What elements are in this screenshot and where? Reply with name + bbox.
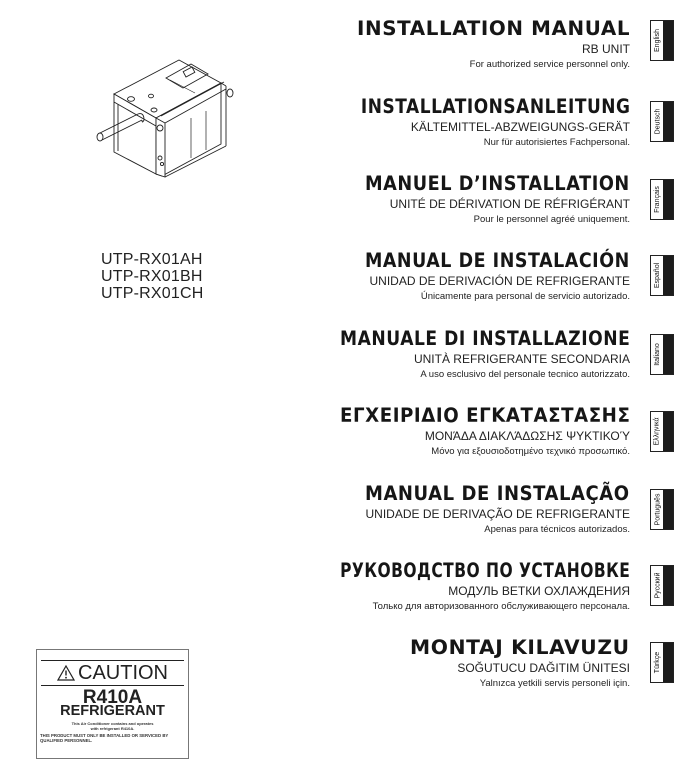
tab-label: Português — [654, 493, 662, 526]
tab-label: Deutsch — [654, 108, 661, 135]
section-title: MANUAL DE INSTALACIÓN — [365, 249, 630, 272]
tab-label: Русский — [654, 572, 662, 599]
language-tab-francais — [650, 179, 674, 220]
tab-label: Ελληνικά — [654, 417, 661, 446]
rb-unit-illustration — [96, 56, 246, 181]
model-number: UTP-RX01BH — [101, 268, 203, 285]
section-title: РУКОВОДСТВО ПО УСТАНОВКЕ — [339, 559, 630, 582]
section-title: MONTAJ KILAVUZU — [410, 636, 630, 659]
info-line: This Air Conditioner contains and operates — [71, 721, 154, 726]
section-subtitle: UNIDAD DE DERIVACIÓN DE REFRIGERANTE — [369, 274, 630, 288]
section-note: Únicamente para personal de servicio autorizado. — [420, 291, 630, 302]
section-turkce — [410, 636, 630, 691]
section-note: For authorized service personnel only. — [469, 59, 630, 70]
caution-heading: CAUTION — [78, 662, 168, 684]
section-francais — [338, 173, 630, 227]
language-tab-russkiy — [650, 565, 674, 606]
refrigerant-code: R410A — [82, 687, 143, 708]
section-note: Μόνο για εξουσιοδοτημένο τεχνικό προσωπικό. — [431, 446, 630, 457]
language-tab-turkce — [650, 642, 674, 683]
section-ellinika — [319, 405, 630, 459]
section-espanol — [334, 250, 630, 304]
refrigerant-info — [37, 721, 188, 731]
section-subtitle: SOĞUTUCU DAĞITIM ÜNITESI — [457, 661, 630, 675]
model-numbers — [101, 251, 203, 302]
language-tab-espanol — [650, 255, 674, 296]
section-note: Pour le personnel agréé uniquement. — [473, 214, 630, 225]
divider — [41, 660, 184, 661]
model-number: UTP-RX01CH — [101, 285, 204, 302]
tab-label: Français — [654, 186, 661, 213]
section-english — [356, 17, 630, 72]
section-note: Nur für autorisiertes Fachpersonal. — [483, 137, 630, 148]
language-tab-deutsch — [650, 101, 674, 142]
tab-label: Italiano — [654, 343, 662, 366]
section-note: Yalnızca yetkili servis personeli için. — [479, 678, 630, 689]
info-line: with refrigerant R410A. — [90, 726, 135, 731]
divider — [41, 685, 184, 686]
section-subtitle: UNITÉ DE DÉRIVATION DE RÉFRIGÉRANT — [389, 197, 630, 211]
warning-triangle-icon — [57, 665, 75, 681]
language-tab-english — [650, 20, 674, 61]
section-subtitle: KÄLTEMITTEL-ABZWEIGUNGS-GERÄT — [410, 120, 630, 134]
section-note: Только для авторизованного обслуживающего персонала. — [372, 601, 630, 612]
section-title: INSTALLATIONSANLEITUNG — [360, 95, 630, 118]
tab-label: Español — [654, 262, 662, 289]
section-title: MANUEL D’INSTALLATION — [365, 172, 630, 195]
section-note: A uso esclusivo del personale tecnico autorizzato. — [420, 369, 630, 380]
section-title: ΕΓΧΕΙΡΙΔΙΟ ΕΓΚΑΤΑΣΤΑΣΗΣ — [339, 404, 630, 427]
language-tab-ellinika — [650, 411, 674, 452]
service-warning: THIS PRODUCT MUST ONLY BE INSTALLED OR SERVICED BY QUALIFIED PERSONNEL. — [40, 733, 169, 743]
refrigerant-word: REFRIGERANT — [60, 703, 165, 719]
language-tab-portugues — [650, 489, 674, 530]
model-number: UTP-RX01AH — [101, 251, 203, 268]
section-subtitle: МОДУЛЬ ВЕТКИ ОХЛАЖДЕНИЯ — [448, 584, 630, 598]
tab-label: English — [654, 29, 661, 52]
section-portugues — [343, 483, 630, 537]
section-subtitle: RB UNIT — [582, 42, 630, 56]
section-subtitle: UNITÀ REFRIGERANTE SECONDARIA — [413, 352, 630, 366]
language-tab-italiano — [650, 334, 674, 375]
section-deutsch — [321, 96, 631, 150]
tab-label: Türkçe — [654, 651, 661, 674]
section-subtitle: UNIDADE DE DERIVAÇÃO DE REFRIGERANTE — [365, 507, 630, 521]
section-title: MANUAL DE INSTALAÇÃO — [365, 482, 630, 505]
section-note: Apenas para técnicos autorizados. — [484, 524, 630, 535]
section-italiano — [300, 328, 630, 382]
section-subtitle: ΜΟΝΆΔΑ ΔΙΑΚΛΆΔΩΣΗΣ ΨΥΚΤΙΚΟΎ — [424, 429, 630, 443]
section-title: INSTALLATION MANUAL — [356, 17, 630, 40]
section-russkiy — [265, 560, 630, 614]
caution-label — [36, 649, 189, 759]
section-title: MANUALE DI INSTALLAZIONE — [339, 327, 630, 350]
